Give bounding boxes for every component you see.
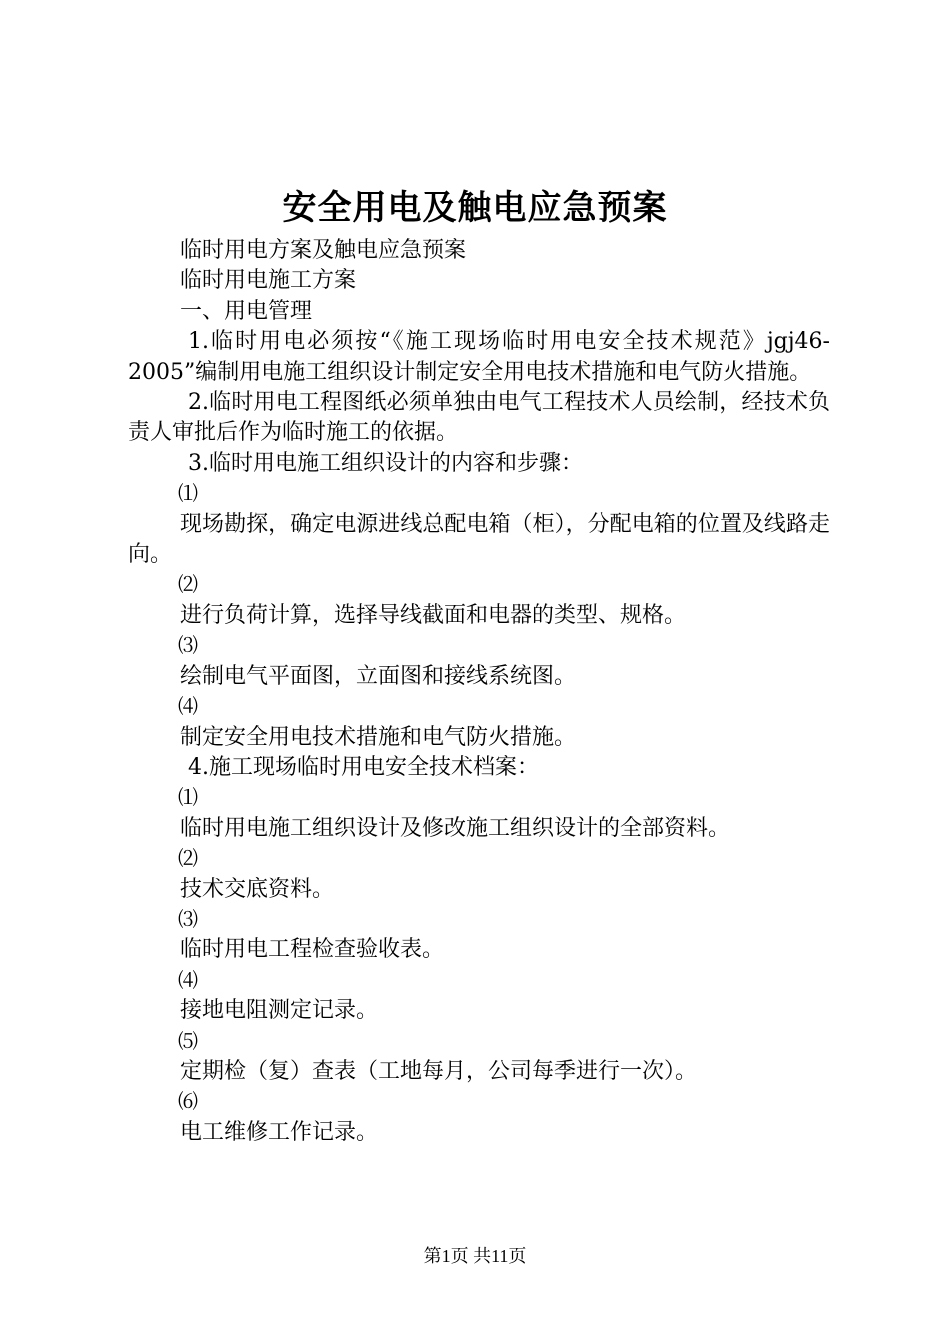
numbered-paragraph: 3.临时用电施工组织设计的内容和步骤： [188,450,583,476]
list-item: 定期检（复）查表（工地每月，公司每季进行一次）。 [180,1058,698,1084]
list-marker: ⑶ [178,635,198,658]
section-heading: 一、用电管理 [180,298,313,324]
document-title: 安全用电及触电应急预案 [282,188,668,228]
list-marker: ⑸ [178,1030,198,1053]
document-body [128,236,830,1148]
numbered-paragraph: 1.临时用电必须按“《施工现场临时用电安全技术规范》jgj46-2005”编制用电施工组织设计制定安全用电技术措施和电气防火措施。 [128,329,830,385]
list-item: 技术交底资料。 [180,876,335,902]
list-item: 临时用电工程检查验收表。 [180,937,445,963]
list-item: 制定安全用电技术措施和电气防火措施。 [180,724,577,750]
list-item: 绘制电气平面图，立面图和接线系统图。 [180,663,577,689]
list-marker: ⑵ [178,574,198,597]
list-marker: ⑷ [178,696,198,719]
list-item: 接地电阻测定记录。 [180,998,379,1024]
numbered-paragraph: 2.临时用电工程图纸必须单独由电气工程技术人员绘制，经技术负责人审批后作为临时施工的依据。 [128,390,830,446]
list-marker: ⑴ [178,787,198,810]
numbered-paragraph: 4.施工现场临时用电安全技术档案： [188,754,539,780]
page-footer: 第1页 共11页 [423,1246,527,1266]
list-marker: ⑹ [178,1091,198,1114]
list-item: 临时用电施工组织设计及修改施工组织设计的全部资料。 [180,815,731,841]
list-item: 现场勘探，确定电源进线总配电箱（柜），分配电箱的位置及线路走向。 [128,511,830,568]
list-marker: ⑴ [178,483,198,506]
list-item: 电工维修工作记录。 [180,1119,379,1145]
list-marker: ⑷ [178,969,198,992]
heading-line: 临时用电施工方案 [180,268,357,294]
list-marker: ⑵ [178,848,198,871]
list-item: 进行负荷计算，选择导线截面和电器的类型、规格。 [180,602,687,628]
heading-line: 临时用电方案及触电应急预案 [180,238,467,263]
list-marker: ⑶ [178,908,198,931]
